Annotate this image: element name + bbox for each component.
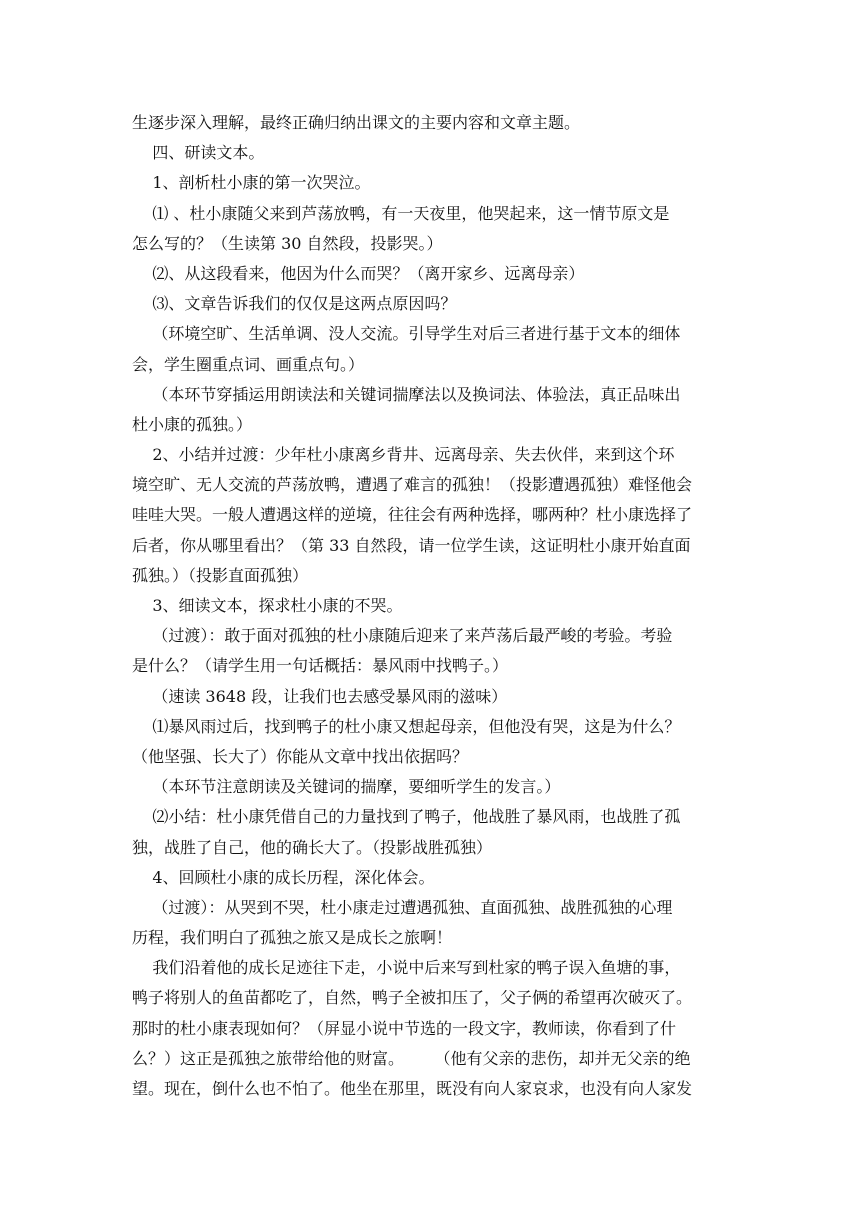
text-line: 独，战胜了自己，他的确长大了。（投影战胜孤独） xyxy=(132,837,493,857)
text-line: （环境空旷、生活单调、没人交流。引导学生对后三者进行基于文本的细体 xyxy=(132,324,681,344)
text-line: 是什么？（请学生用一句话概括：暴风雨中找鸭子。） xyxy=(132,656,509,676)
text-line: （本环节注意朗读及关键词的揣摩，要细听学生的发言。） xyxy=(132,777,561,797)
subsection-heading: 2、小结并过渡：少年杜小康离乡背井、远离母亲、失去伙伴，来到这个环 xyxy=(132,445,675,465)
text-line: 怎么写的？（生读第 30 自然段，投影哭。） xyxy=(132,233,443,253)
text-line: 孤独。）（投影直面孤独） xyxy=(132,565,309,585)
text-line: （过渡）：敢于面对孤独的杜小康随后迎来了来芦荡后最严峻的考验。考验 xyxy=(132,626,673,646)
text-line: （本环节穿插运用朗读法和关键词揣摩法以及换词法、体验法，真正品味出 xyxy=(132,384,681,404)
text-line: 么？）这正是孤独之旅带给他的财富。 （他有父亲的悲伤，却并无父亲的绝 xyxy=(132,1048,691,1068)
text-line: 我们沿着他的成长足迹往下走，小说中后来写到杜家的鸭子误入鱼塘的事， xyxy=(132,958,681,978)
text-line: ⑶、文章告诉我们的仅仅是这两点原因吗？ xyxy=(132,294,457,314)
section-heading: 四、研读文本。 xyxy=(132,143,265,163)
text-line: ⑴暴风雨过后，找到鸭子的杜小康又想起母亲，但他没有哭，这是为什么？ xyxy=(132,716,681,736)
text-line: 历程，我们明白了孤独之旅又是成长之旅啊！ xyxy=(132,928,453,948)
text-line: （他坚强、长大了）你能从文章中找出依据吗？ xyxy=(132,746,469,766)
text-line: 生逐步深入理解，最终正确归纳出课文的主要内容和文章主题。 xyxy=(132,113,581,132)
text-line: 鸭子将别人的鱼苗都吃了，自然，鸭子全被扣压了，父子俩的希望再次破灭了。 xyxy=(132,988,693,1008)
subsection-heading: 3、细读文本，探求杜小康的不哭。 xyxy=(132,596,403,615)
text-line: （过渡）：从哭到不哭，杜小康走过遭遇孤独、直面孤独、战胜孤独的心理 xyxy=(132,897,673,917)
text-line: 哇哇大哭。一般人遭遇这样的逆境，往往会有两种选择，哪两种？杜小康选择了 xyxy=(132,505,693,525)
text-line: 境空旷、无人交流的芦荡放鸭，遭遇了难言的孤独！（投影遭遇孤独）难怪他会 xyxy=(132,475,693,495)
text-line: ⑵小结：杜小康凭借自己的力量找到了鸭子，他战胜了暴风雨，也战胜了孤 xyxy=(132,807,681,827)
text-line: 会，学生圈重点词、画重点句。） xyxy=(132,354,365,374)
text-line: 后者，你从哪里看出？（第 33 自然段，请一位学生读，这证明杜小康开始直面 xyxy=(132,535,691,555)
text-line: 那时的杜小康表现如何？（屏显小说中节选的一段文字，教师读，你看到了什 xyxy=(132,1018,677,1038)
body-text xyxy=(132,108,734,1104)
text-line: ⑵、从这段看来，他因为什么而哭？（离开家乡、远离母亲） xyxy=(132,263,585,283)
text-line: （速读 3648 段，让我们也去感受暴风雨的滋味） xyxy=(132,686,508,706)
subsection-heading: 1、剖析杜小康的第一次哭泣。 xyxy=(132,173,371,193)
subsection-heading: 4、回顾杜小康的成长历程，深化体会。 xyxy=(132,867,435,887)
text-line: 望。现在，倒什么也不怕了。他坐在那里，既没有向人家哀求，也没有向人家发 xyxy=(132,1079,693,1098)
text-line: 杜小康的孤独。） xyxy=(132,414,253,434)
text-line: ⑴ 、杜小康随父来到芦荡放鸭，有一天夜里，他哭起来，这一情节原文是 xyxy=(132,203,670,223)
